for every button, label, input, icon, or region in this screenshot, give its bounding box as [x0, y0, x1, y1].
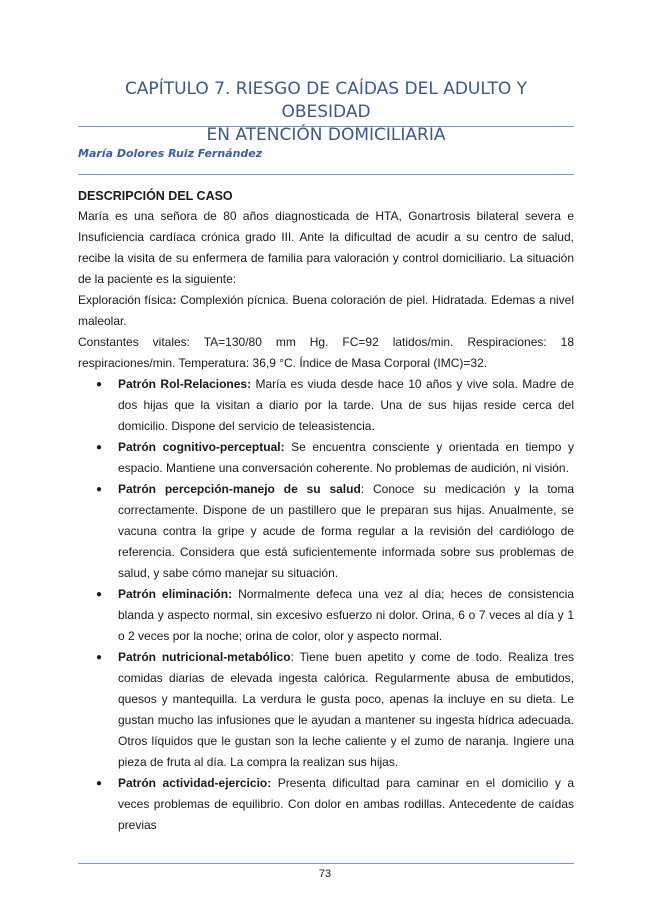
- author-divider: [78, 174, 574, 175]
- chapter-title-line-2: EN ATENCIÓN DOMICILIARIA: [206, 125, 446, 145]
- bullet-icon: ●: [96, 652, 103, 663]
- pattern-text: Se encuentra consciente y orientada en tiempo y espacio. Mantiene una conversación coherente. No problemas de audición, ni visión.: [118, 440, 574, 475]
- vital-signs-line-2: respiraciones/min. Temperatura: 36,9 °C. Índice de Masa Corporal (IMC)=32.: [78, 356, 488, 370]
- bullet-icon: ●: [96, 778, 103, 789]
- vital-signs-line-1: Constantes vitales: TA=130/80 mm Hg. FC=92 latidos/min. Respiraciones: 18: [78, 335, 574, 349]
- list-item: [78, 374, 574, 437]
- pattern-label: Patrón cognitivo-perceptual:: [118, 440, 285, 454]
- bullet-icon: ●: [96, 589, 103, 600]
- pattern-label: Patrón Rol-Relaciones:: [118, 377, 252, 391]
- list-item: [78, 479, 574, 584]
- bullet-icon: ●: [96, 484, 103, 495]
- pattern-text: : Conoce su medicación y la toma correctamente. Dispone de un pastillero que le preparan sus hijas. Anualmente, se vacuna contra la gripe y acude de forma regular a la revisión del cardiólogo de referencia. Considera que está suficientemente informada sobre sus problemas de salud, y sabe cómo manejar su situación.: [118, 482, 574, 580]
- author-name: María Dolores Ruiz Fernández: [78, 147, 263, 160]
- physical-exam-text: Complexión pícnica. Buena coloración de piel. Hidratada. Edemas a nivel maleolar.: [78, 293, 575, 328]
- list-item: [78, 647, 574, 773]
- footer-divider: [78, 863, 574, 864]
- pattern-text: : Tiene buen apetito y come de todo. Realiza tres comidas diarias de elevada ingesta calórica. Regularmente abusa de embutidos, quesos y mantequilla. La verdura le gusta poco, apenas la incluye en su dieta. Le gustan mucho las infusiones que le ayudan a mantener su ingesta hídrica adecuada. Otros líquidos que le gustan son la leche caliente y el zumo de naranja. Ingiere una pieza de fruta al día. La compra la realizan sus hijas.: [118, 650, 574, 769]
- intro-paragraph: María es una señora de 80 años diagnosticada de HTA, Gonartrosis bilateral severa e Insuficiencia cardíaca crónica grado III. Ante la dificultad de acudir a su centro de salud, recibe la visita de su enfermera de familia para valoración y control domiciliario. La situación de la paciente es la siguiente:: [78, 209, 574, 286]
- bullet-icon: ●: [96, 442, 103, 453]
- pattern-label: Patrón percepción-manejo de su salud: [118, 482, 361, 496]
- page-number: 73: [318, 868, 332, 880]
- list-item: [78, 773, 574, 836]
- pattern-text: Presenta dificultad para caminar en el domicilio y a veces problemas de equilibrio. Con dolor en ambas rodillas. Antecedente de caídas previas: [118, 776, 575, 832]
- health-patterns-list: [78, 374, 574, 836]
- chapter-title-line-1: CAPÍTULO 7. RIESGO DE CAÍDAS DEL ADULTO Y OBESIDAD: [124, 79, 528, 122]
- pattern-text: Normalmente defeca una vez al día; heces de consistencia blanda y aspecto normal, sin excesivo esfuerzo ni dolor. Orina, 6 o 7 veces al día y 1 o 2 veces por la noche; orina de color, olor y aspecto normal.: [118, 587, 575, 643]
- pattern-label: Patrón eliminación:: [118, 587, 233, 601]
- section-heading: DESCRIPCIÓN DEL CASO: [78, 189, 233, 203]
- list-item: [78, 584, 574, 647]
- title-divider: [78, 126, 574, 127]
- pattern-label: Patrón actividad-ejercicio:: [118, 776, 272, 790]
- physical-exam-colon: :: [172, 293, 177, 307]
- bullet-icon: ●: [96, 379, 103, 390]
- physical-exam-paragraph: [78, 290, 574, 332]
- chapter-title: [78, 78, 574, 147]
- pattern-text: María es viuda desde hace 10 años y vive sola. Madre de dos hijas que la visitan a diario por la tarde. Una de sus hijas reside cerca del domicilio. Dispone del servicio de teleasistencia.: [118, 377, 574, 433]
- pattern-label: Patrón nutricional-metabólico: [118, 650, 291, 664]
- case-description: [78, 188, 574, 836]
- physical-exam-label: Exploración física: [78, 293, 173, 307]
- list-item: [78, 437, 574, 479]
